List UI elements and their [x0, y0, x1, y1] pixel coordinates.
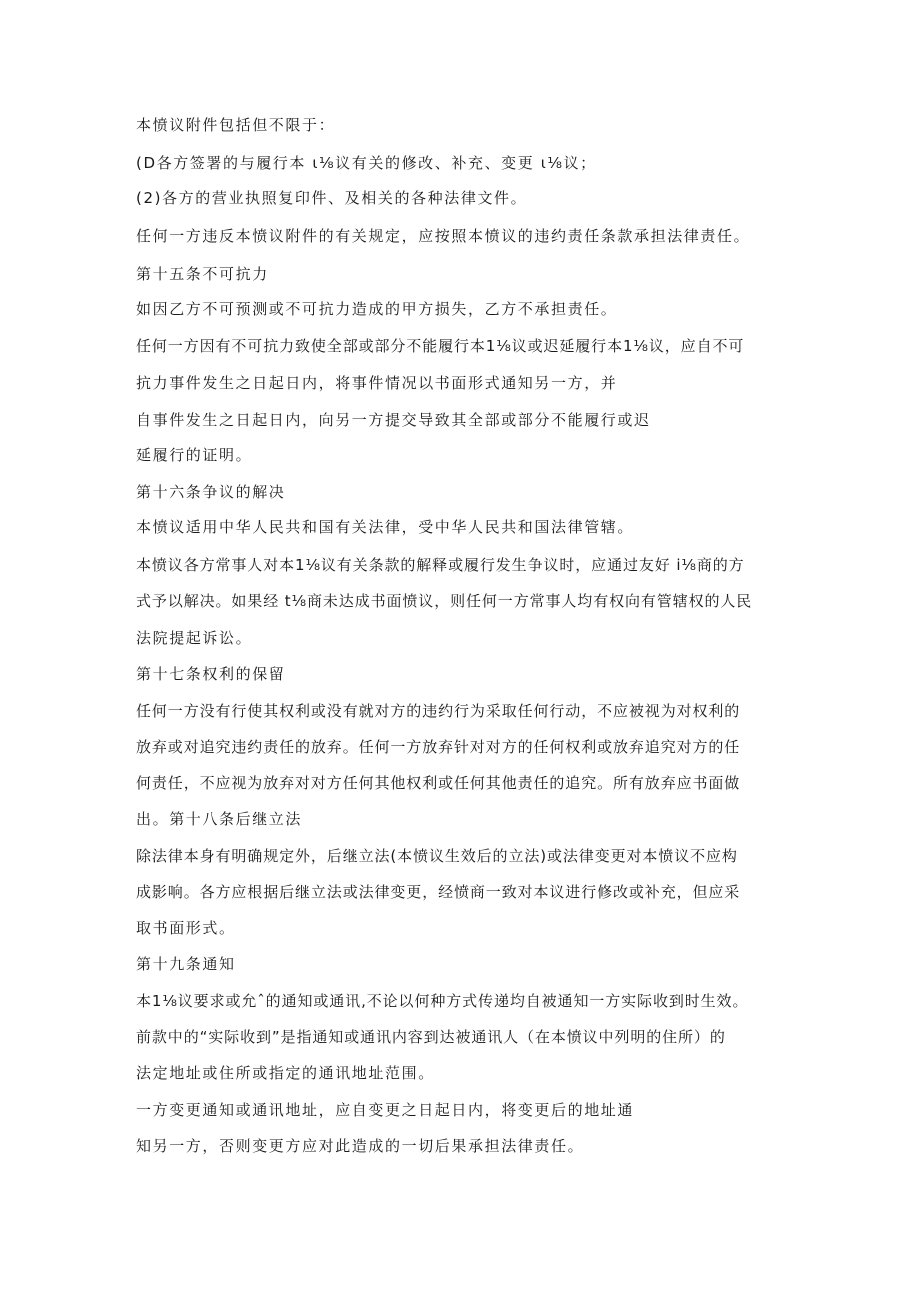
paragraph-line: 法院提起诉讼。 [136, 629, 253, 647]
article-15-heading: 第十五条不可抗力 [136, 265, 269, 283]
article-19-heading: 第十九条通知 [136, 955, 236, 973]
annex-item-1: (D各方签署的与履行本 ι⅛议有关的修改、补充、变更 ι⅛议； [136, 154, 597, 172]
paragraph-line: 任何一方没有行使其权利或没有就对方的违约行为采取任何行动，不应被视为对权利的 [136, 702, 741, 720]
paragraph-line: 本1⅛议要求或允ˆ的通知或通讯,不论以何种方式传递均自被通知一方实际收到时生效。 [136, 992, 749, 1010]
paragraph-line: 延履行的证明。 [136, 446, 253, 464]
paragraph-line: 何责任，不应视为放弃对对方任何其他权利或任何其他责任的追究。所有放弃应书面做 [136, 774, 741, 792]
paragraph-line: 本愤议适用中华人民共和国有关法律，受中华人民共和国法律管辖。 [136, 518, 635, 536]
paragraph-line: 任何一方因有不可抗力致使全部或部分不能履行本1⅛议或迟延履行本1⅛议，应自不可 [136, 337, 745, 355]
paragraph-line: 本愤议各方常事人对本1⅛议有关条款的解释或履行发生争议时，应通过友好 i⅛商的方 [136, 556, 745, 574]
paragraph-line: 式予以解决。如果经 t⅛商未达成书面愤议，则任何一方常事人均有权向有管辖权的人民 [136, 592, 753, 610]
paragraph-line: 前款中的“实际收到”是指通知或通讯内容到达被通讯人（在本愤议中列明的住所）的 [136, 1028, 726, 1046]
article-18-heading-line: 出。第十八条后继立法 [136, 810, 303, 828]
paragraph-line: 法定地址或住所或指定的通讯地址范围。 [136, 1064, 435, 1082]
paragraph-line: 取书面形式。 [136, 919, 236, 937]
annex-intro: 本愤议附件包括但不限于： [136, 116, 336, 134]
article-17-heading: 第十七条权利的保留 [136, 665, 286, 683]
paragraph-line: 放弃或对追究违约责任的放弃。任何一方放弃针对对方的任何权利或放弃追究对方的任 [136, 738, 741, 756]
paragraph-line: 如因乙方不可预测或不可抗力造成的甲方损失，乙方不承担责任。 [136, 300, 618, 318]
paragraph-line: 除法律本身有明确规定外，后继立法(本愤议生效后的立法)或法律变更对本愤议不应构 [136, 847, 738, 865]
paragraph-line: 抗力事件发生之日起日内，将事件情况以书面形式通知另一方，并 [136, 374, 618, 392]
paragraph-line: 成影响。各方应根据后继立法或法律变更，经愤商一致对本议进行修改或补充，但应采 [136, 883, 741, 901]
article-16-heading: 第十六条争议的解决 [136, 483, 286, 501]
annex-violation-clause: 任何一方违反本愤议附件的有关规定，应按照本愤议的违约责任条款承担法律责任。 [136, 227, 751, 245]
annex-item-2: (2)各方的营业执照复印件、及相关的各种法律文件。 [136, 189, 528, 207]
paragraph-line: 知另一方，否则变更方应对此造成的一切后果承担法律责任。 [136, 1137, 585, 1155]
paragraph-line: 自事件发生之日起日内，向另一方提交导致其全部或部分不能履行或迟 [136, 411, 651, 429]
paragraph-line: 一方变更通知或通讯地址，应自变更之日起日内，将变更后的地址通 [136, 1101, 635, 1119]
